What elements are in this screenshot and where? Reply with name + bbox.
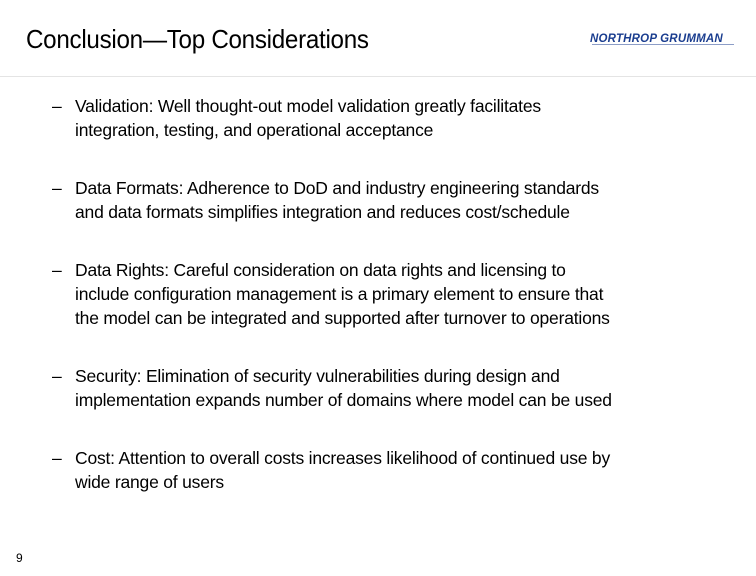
bullet-dash: – bbox=[52, 448, 62, 468]
northrop-grumman-logo bbox=[590, 30, 736, 46]
bullet-validation bbox=[52, 94, 742, 142]
bullet-dash: – bbox=[52, 366, 62, 386]
bullet-security bbox=[52, 364, 742, 412]
bullet-dash: – bbox=[52, 260, 62, 280]
bullet-cost bbox=[52, 446, 742, 494]
bullet-data-rights bbox=[52, 258, 742, 330]
bullet-text: Data Rights: Careful consideration on data rights and licensing to include configuration management is a primary element to ensure that the model can be integrated and supported after turnover to operations bbox=[75, 260, 610, 328]
bullet-dash: – bbox=[52, 178, 62, 198]
bullet-text: Validation: Well thought-out model validation greatly facilitates integration, testing, and operational acceptance bbox=[75, 96, 541, 140]
svg-text:NORTHROP GRUMMAN: NORTHROP GRUMMAN bbox=[590, 33, 723, 45]
bullet-text: Data Formats: Adherence to DoD and industry engineering standards and data formats simplifies integration and reduces cost/schedule bbox=[75, 178, 599, 222]
header-divider bbox=[0, 76, 756, 77]
bullet-list bbox=[52, 94, 742, 528]
page-number: 9 bbox=[16, 551, 23, 565]
bullet-dash: – bbox=[52, 96, 62, 116]
bullet-text: Security: Elimination of security vulnerabilities during design and implementation expands number of domains where model can be used bbox=[75, 366, 612, 410]
bullet-text: Cost: Attention to overall costs increases likelihood of continued use by wide range of users bbox=[75, 448, 611, 492]
bullet-data-formats bbox=[52, 176, 742, 224]
slide-title: Conclusion—Top Considerations bbox=[26, 24, 369, 54]
